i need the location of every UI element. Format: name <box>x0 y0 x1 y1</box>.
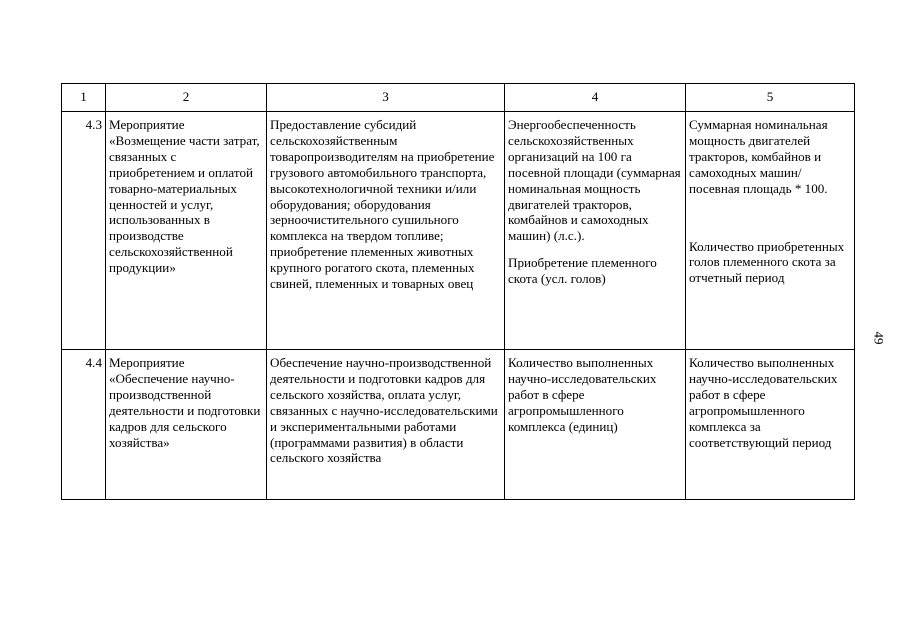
header-col-3: 3 <box>267 84 505 112</box>
method-text: Количество приобретенных голов племенного скота за отчетный период <box>689 238 845 286</box>
method-cell <box>686 350 855 500</box>
method-cell <box>686 112 855 350</box>
table-row <box>62 350 855 500</box>
event-description: Обеспечение научно-производственной деятельности и подготовки кадров для сельского хозяйства, оплата услуг, связанных с научно-исследовательскими и экспериментальными работами (программами развития) в области сельского хозяйства <box>267 350 505 500</box>
event-name: Мероприятие «Обеспечение научно-производственной деятельности и подготовки кадров для сельского хозяйства» <box>106 350 267 500</box>
method-text: Суммарная номинальная мощность двигателей тракторов, комбайнов и самоходных машин/посевная площадь * 100. <box>689 117 828 196</box>
header-row <box>62 84 855 112</box>
method-text: Количество выполненных научно-исследовательских работ в сфере агропромышленного комплекса за соответствующий период <box>689 355 838 450</box>
header-col-5: 5 <box>686 84 855 112</box>
row-number: 4.4 <box>62 350 106 500</box>
header-col-1: 1 <box>62 84 106 112</box>
event-name: Мероприятие «Возмещение части затрат, связанных с приобретением и оплатой товарно-материальных ценностей и услуг, использованных в производстве сельскохозяйственной продукции» <box>106 112 267 350</box>
row-number: 4.3 <box>62 112 106 350</box>
header-col-2: 2 <box>106 84 267 112</box>
table-row <box>62 112 855 350</box>
header-col-4: 4 <box>505 84 686 112</box>
indicator-text: Приобретение племенного скота (усл. голов) <box>508 255 657 287</box>
indicator-text: Количество выполненных научно-исследовательских работ в сфере агропромышленного комплекса (единиц) <box>508 355 657 434</box>
indicator-cell <box>505 112 686 350</box>
event-description: Предоставление субсидий сельскохозяйственным товаропроизводителям на приобретение грузового автомобильного транспорта, высокотехнологичной техники и/или оборудования; оборудования зерноочистительного сушильного комплекса на твердом топливе; приобретение племенных животных крупного рогатого скота, племенных свиней, племенных и товарных овец <box>267 112 505 350</box>
indicator-text: Энергообеспеченность сельскохозяйственных организаций на 100 га посевной площади (суммарная номинальная мощность двигателей тракторов, комбайнов и самоходных машин) (л.с.). <box>508 117 681 244</box>
measures-table <box>61 83 855 500</box>
indicator-cell <box>505 350 686 500</box>
page-number: 49 <box>871 331 887 345</box>
